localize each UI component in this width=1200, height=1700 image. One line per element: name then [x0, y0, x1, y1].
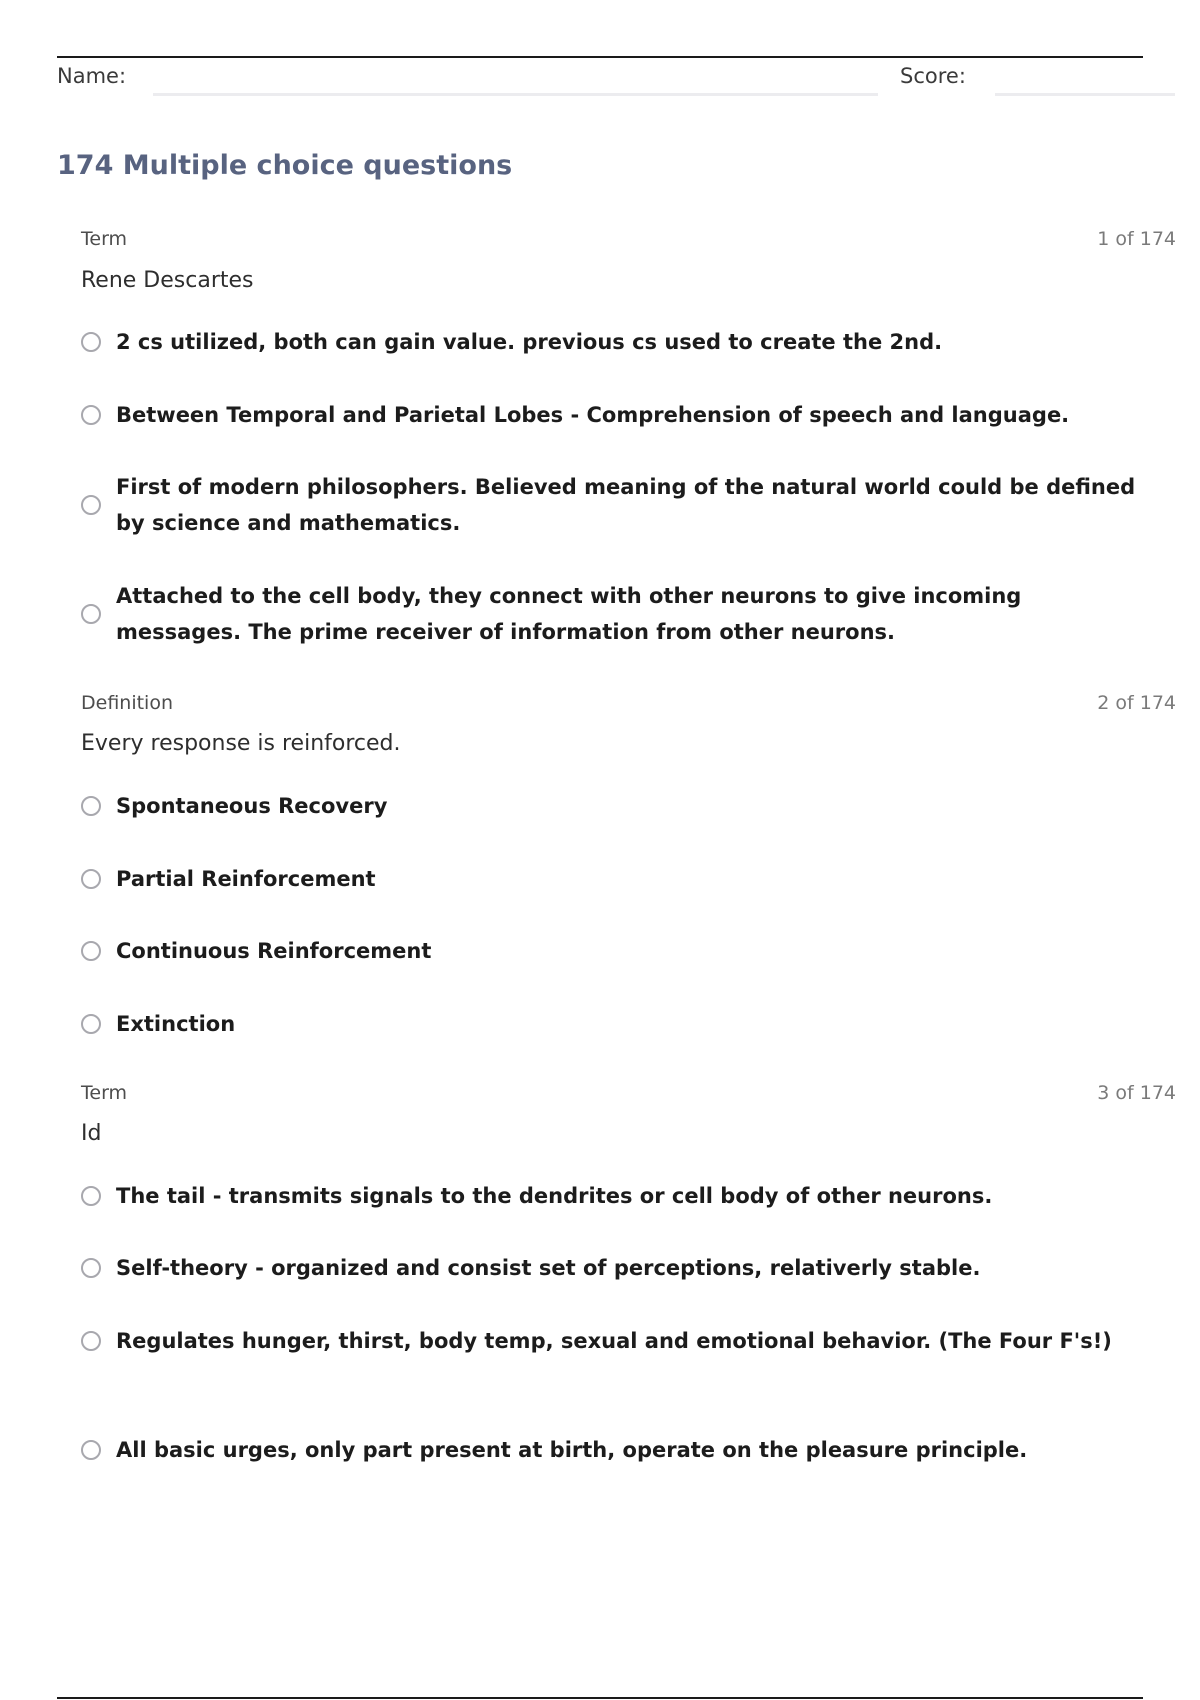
option-text: All basic urges, only part present at birth, operate on the pleasure principle. [116, 1438, 1028, 1462]
option-text: Spontaneous Recovery [116, 794, 388, 818]
section-title: 174 Multiple choice questions [57, 150, 513, 181]
question-3-option-1[interactable] [81, 1178, 1151, 1214]
question-1-option-1[interactable] [81, 324, 1151, 360]
option-text: Regulates hunger, thirst, body temp, sexual and emotional behavior. (The Four F's!) [116, 1329, 1112, 1353]
radio-button-icon[interactable] [81, 1258, 101, 1278]
question-1-count: 1 of 174 [1097, 228, 1176, 250]
score-field-line[interactable] [995, 93, 1175, 96]
question-2-option-3[interactable] [81, 933, 1151, 969]
question-1-option-3[interactable] [81, 469, 1151, 541]
option-text: The tail - transmits signals to the dendrites or cell body of other neurons. [116, 1184, 993, 1208]
radio-button-icon[interactable] [81, 604, 101, 624]
question-2-option-4[interactable] [81, 1006, 1151, 1042]
question-2-option-2[interactable] [81, 861, 1151, 897]
option-text: Extinction [116, 1012, 236, 1036]
question-3-prompt: Id [81, 1121, 102, 1146]
option-text: Attached to the cell body, they connect with other neurons to give incoming messages. The prime receiver of information from other neurons. [116, 584, 1022, 644]
radio-button-icon[interactable] [81, 1440, 101, 1460]
name-field-line[interactable] [153, 93, 878, 96]
question-1-kind: Term [81, 228, 128, 250]
question-1-prompt: Rene Descartes [81, 268, 254, 293]
radio-button-icon[interactable] [81, 332, 101, 352]
radio-button-icon[interactable] [81, 1014, 101, 1034]
option-text: Self-theory - organized and consist set of perceptions, relativerly stable. [116, 1256, 981, 1280]
radio-button-icon[interactable] [81, 1331, 101, 1351]
radio-button-icon[interactable] [81, 1186, 101, 1206]
question-2-option-1[interactable] [81, 788, 1151, 824]
score-label: Score: [900, 64, 966, 88]
bottom-rule [57, 1697, 1143, 1699]
option-text: Partial Reinforcement [116, 867, 376, 891]
question-2-kind: Definition [81, 692, 174, 714]
option-text: Between Temporal and Parietal Lobes - Comprehension of speech and language. [116, 403, 1070, 427]
question-1-option-4[interactable] [81, 578, 1151, 650]
question-1-option-2[interactable] [81, 397, 1151, 433]
radio-button-icon[interactable] [81, 869, 101, 889]
option-text: 2 cs utilized, both can gain value. previous cs used to create the 2nd. [116, 330, 943, 354]
radio-button-icon[interactable] [81, 405, 101, 425]
question-3-kind: Term [81, 1082, 128, 1104]
question-3-count: 3 of 174 [1097, 1082, 1176, 1104]
question-2-count: 2 of 174 [1097, 692, 1176, 714]
option-text: Continuous Reinforcement [116, 939, 432, 963]
radio-button-icon[interactable] [81, 796, 101, 816]
question-3-option-3[interactable] [81, 1323, 1151, 1359]
question-2-prompt: Every response is reinforced. [81, 731, 401, 756]
question-3-option-4[interactable] [81, 1432, 1151, 1468]
name-label: Name: [57, 64, 127, 88]
question-3-option-2[interactable] [81, 1250, 1151, 1286]
option-text: First of modern philosophers. Believed meaning of the natural world could be defined by science and mathematics. [116, 475, 1136, 535]
top-rule [57, 56, 1143, 58]
radio-button-icon[interactable] [81, 941, 101, 961]
radio-button-icon[interactable] [81, 495, 101, 515]
